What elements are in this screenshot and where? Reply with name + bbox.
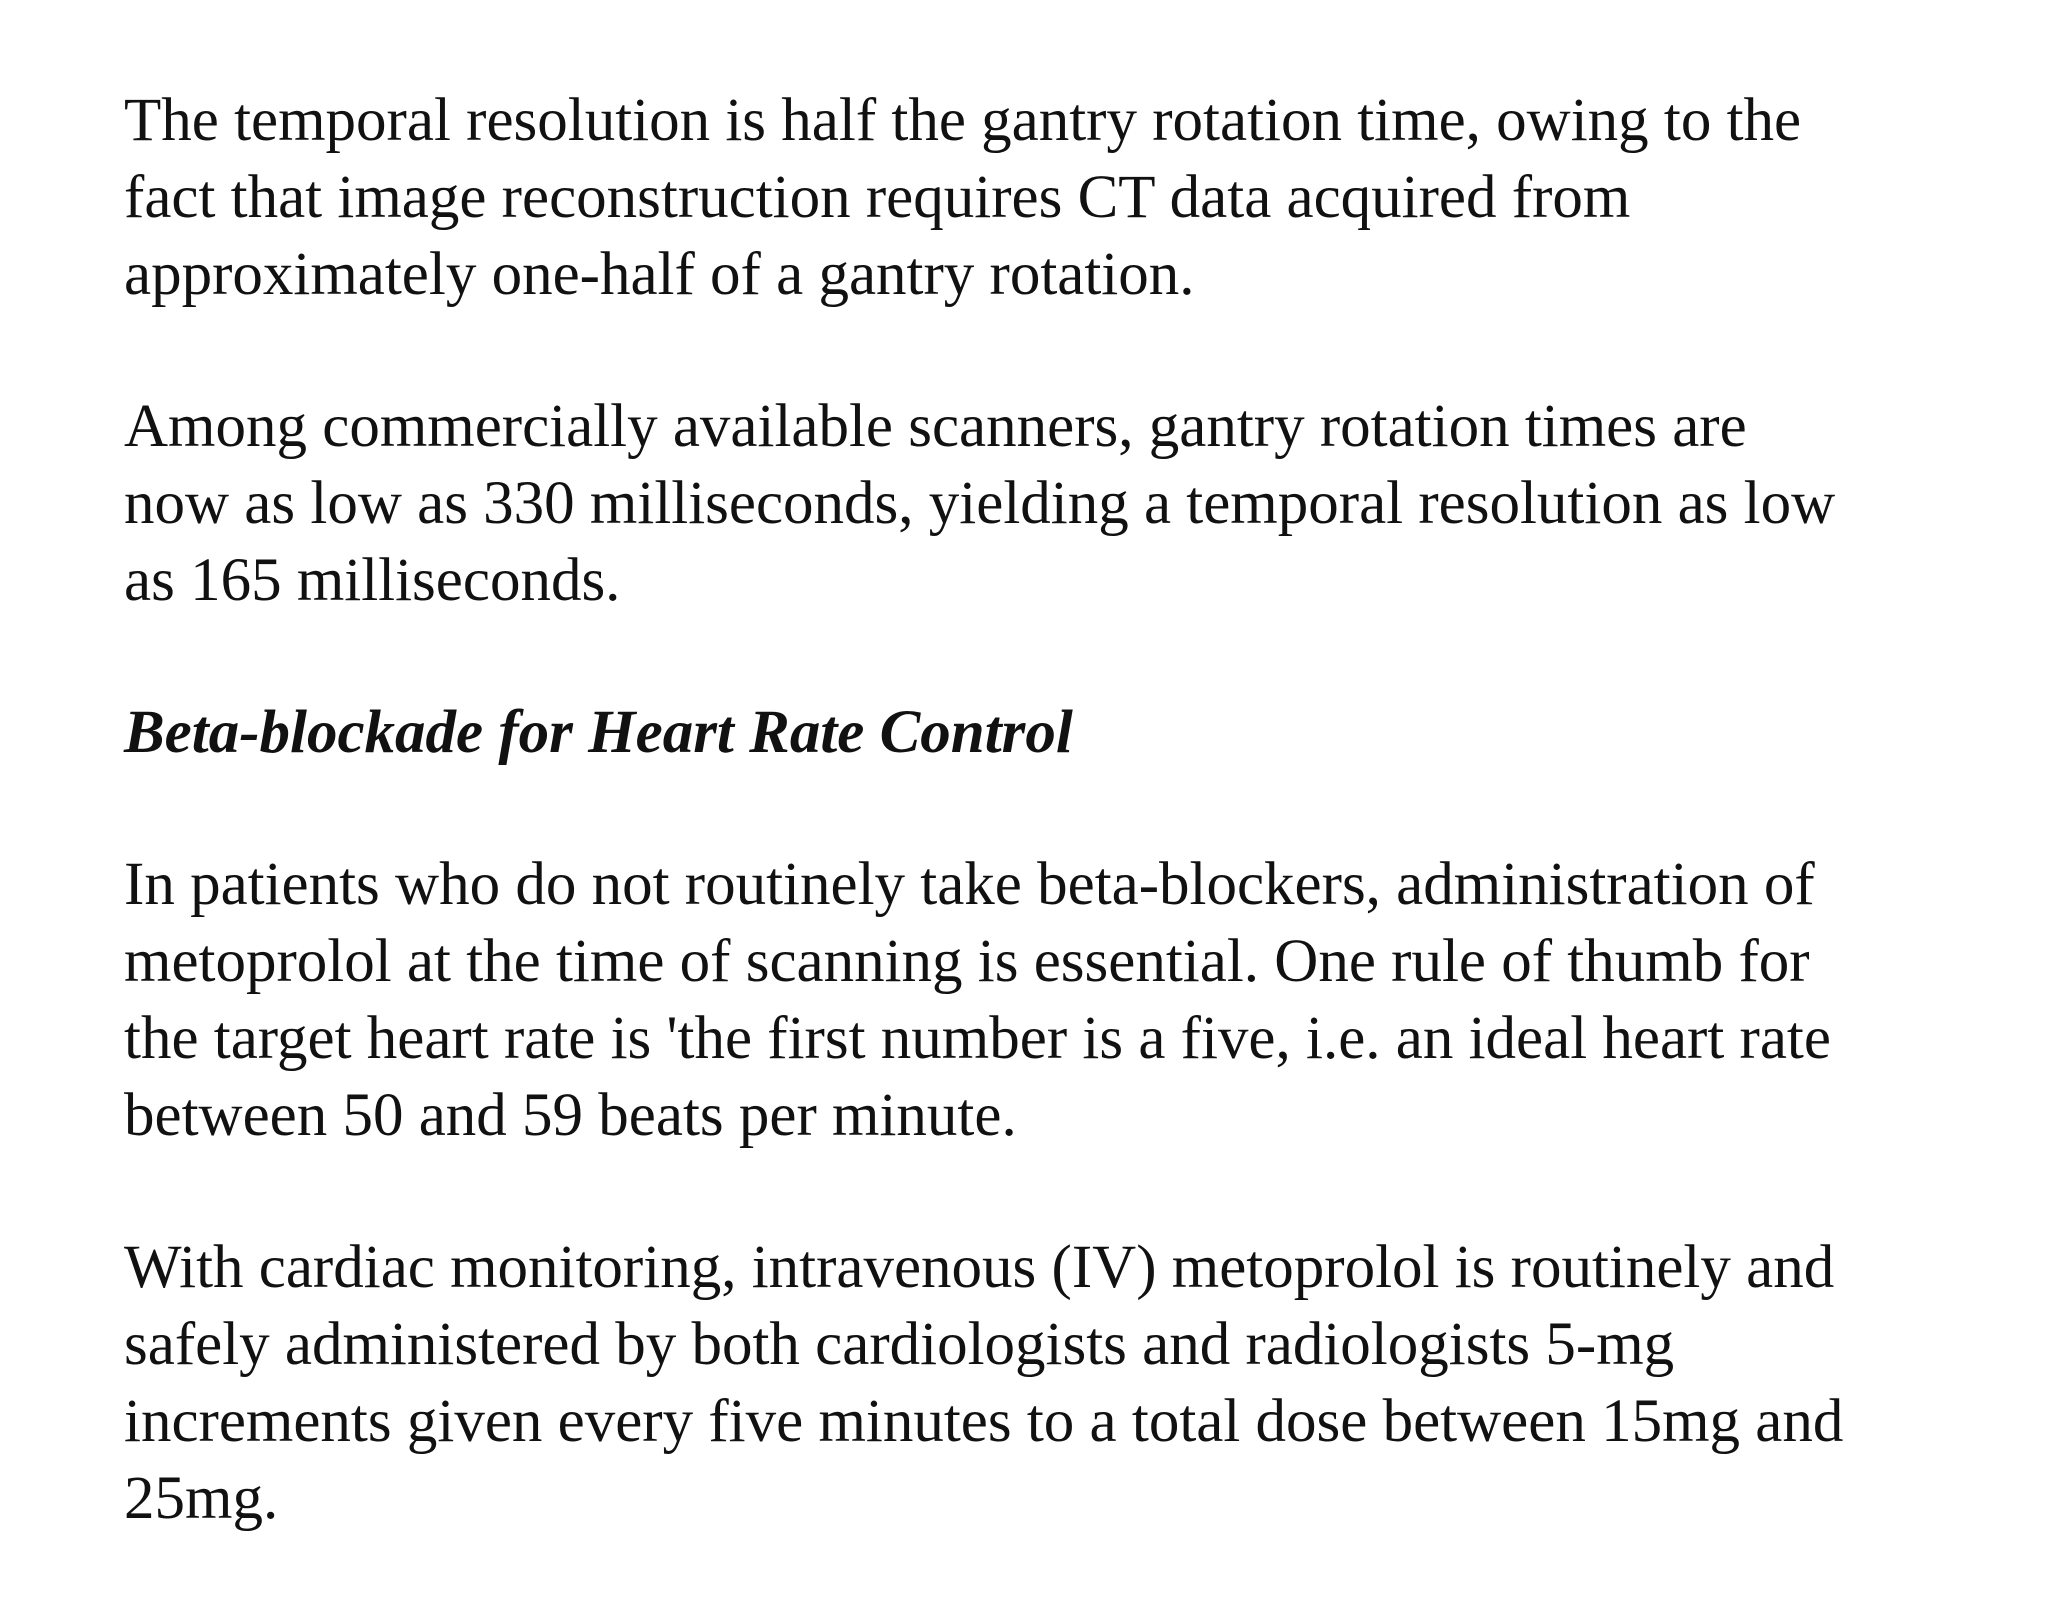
text-line: 25mg. — [124, 1465, 279, 1532]
paragraph-metoprolol-dosing — [124, 1229, 2024, 1537]
text-line: the target heart rate is 'the first number is a five, i.e. an ideal heart rate — [124, 1005, 1831, 1072]
section-heading: Beta-blockade for Heart Rate Control — [124, 699, 1073, 766]
text-line: The temporal resolution is half the gantry rotation time, owing to the — [124, 87, 1802, 154]
text-line: increments given every five minutes to a total dose between 15mg and — [124, 1388, 1844, 1455]
paragraph-temporal-resolution — [124, 82, 2024, 313]
text-line: as 165 milliseconds. — [124, 547, 621, 614]
text-line: between 50 and 59 beats per minute. — [124, 1082, 1017, 1149]
text-line: With cardiac monitoring, intravenous (IV) metoprolol is routinely and — [124, 1234, 1835, 1301]
paragraph-gantry-rotation — [124, 388, 2024, 619]
text-line: safely administered by both cardiologists and radiologists 5-mg — [124, 1311, 1675, 1378]
paragraph-beta-blockers — [124, 846, 2024, 1154]
text-line: fact that image reconstruction requires CT data acquired from — [124, 164, 1631, 231]
text-line: metoprolol at the time of scanning is essential. One rule of thumb for — [124, 928, 1810, 995]
text-line: Among commercially available scanners, gantry rotation times are — [124, 393, 1747, 460]
text-line: In patients who do not routinely take beta-blockers, administration of — [124, 851, 1815, 918]
document-page — [124, 82, 2024, 1612]
text-line: now as low as 330 milliseconds, yielding a temporal resolution as low — [124, 470, 1836, 537]
text-line: approximately one-half of a gantry rotation. — [124, 241, 1195, 308]
